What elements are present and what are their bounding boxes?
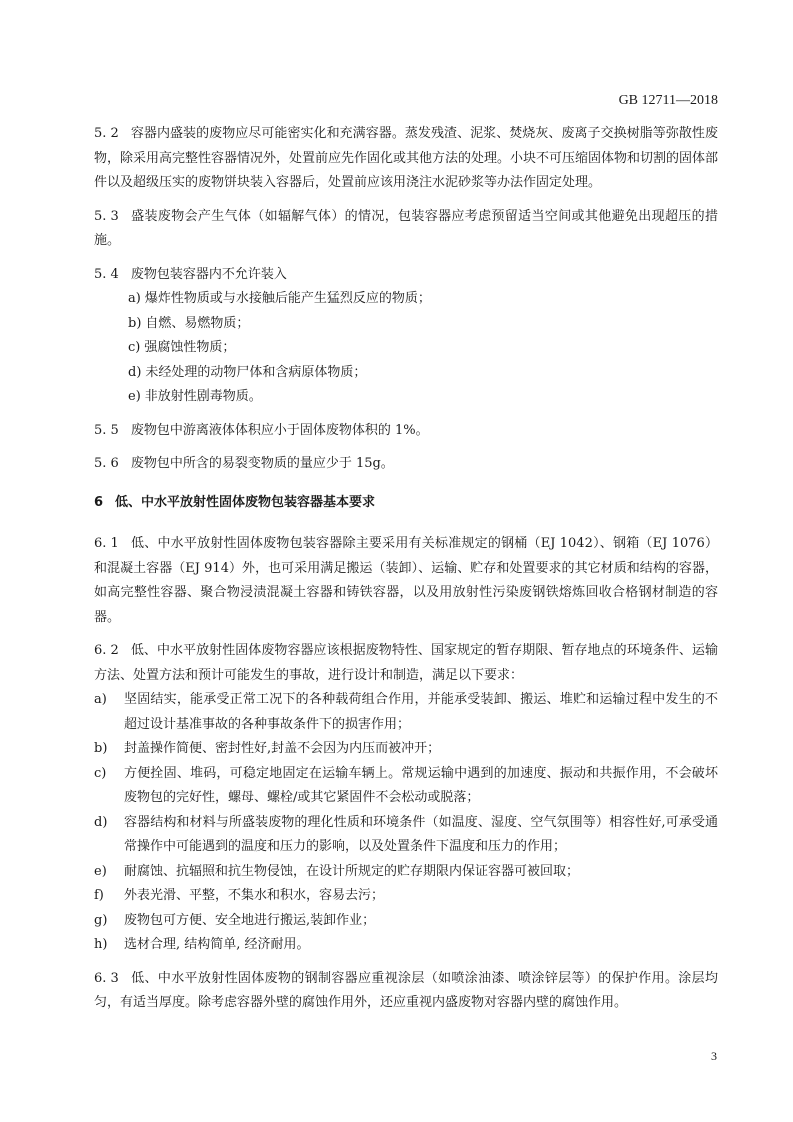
clause-text: 低、中水平放射性固体废物的钢制容器应重视涂层（如喷涂油漆、喷涂锌层等）的保护作用。涂层均匀，有适当厚度。除考虑容器外壁的腐蚀作用外，还应重视内盛废物对容器内壁的腐蚀作用。 [94,970,718,1010]
list-item [94,312,718,337]
item-text: 坚固结实，能承受正常工况下的各种载荷组合作用，并能承受装卸、搬运、堆贮和运输过程中发生的不超过设计基准事故的各种事故条件下的损害作用； [124,692,718,732]
item-marker: g) [94,912,108,928]
clause-6-1 [94,532,718,630]
list-item [94,884,718,909]
clause-text: 废物包装容器内不允许装入 [130,266,287,282]
item-marker: e) [94,863,107,879]
clause-5-4 [94,263,718,410]
list-item [94,762,718,811]
clause-text: 盛装废物会产生气体（如辐解气体）的情况，包装容器应考虑预留适当空间或其他避免出现超压的措施。 [94,208,718,248]
clause-text: 废物包中游离液体体积应小于固体废物体积的 1%。 [130,422,429,438]
clause-heading [94,263,718,288]
standard-number: GB 12711—2018 [618,93,718,108]
item-marker: c) [94,765,107,781]
clause-6-3 [94,967,718,1016]
clause-number: 6. 1 [94,536,119,551]
item-text: 非放射性剧毒物质。 [144,389,262,404]
item-marker: c) [128,340,141,355]
section-number: 6 [94,494,104,510]
clause-5-2 [94,122,718,196]
clause-number: 6. 3 [94,970,119,986]
item-text: 爆炸性物质或与水接触后能产生猛烈反应的物质； [144,291,431,306]
list-item [94,933,718,958]
clause-number: 6. 2 [94,643,119,658]
clause-heading [94,639,718,688]
item-marker: d) [94,814,108,830]
item-marker: b) [94,741,108,756]
list-item [94,811,718,860]
clause-number: 5. 5 [94,422,119,438]
list-item [94,909,718,934]
item-text: 容器结构和材料与所盛装废物的理化性质和环境条件（如温度、湿度、空气氛围等）相容性好,可承受通常操作中可能遇到的温度和压力的影响，以及处置条件下温度和压力的作用； [124,814,718,854]
section-6-heading [94,491,718,516]
list-item [94,737,718,762]
item-marker: a) [128,291,141,306]
document-body [94,122,718,1025]
clause-number: 5. 6 [94,456,119,471]
item-marker: e) [128,389,141,404]
clause-5-5 [94,419,718,444]
list-item [94,361,718,386]
clause-number: 5. 2 [94,126,119,141]
list-item [94,688,718,737]
item-text: 方便拴固、堆码，可稳定地固定在运输车辆上。常规运输中遇到的加速度、振动和共振作用，不会破坏废物包的完好性，螺母、螺栓/或其它紧固件不会松动或脱落； [124,765,718,805]
item-text: 强腐蚀性物质； [144,340,236,355]
item-text: 选材合理, 结构简单, 经济耐用。 [124,937,310,952]
clause-6-2 [94,639,718,958]
item-marker: a) [94,692,107,707]
item-marker: d) [128,364,142,380]
item-text: 未经处理的动物尸体和含病原体物质； [145,364,367,380]
list-item [94,287,718,312]
clause-number: 5. 3 [94,208,119,224]
item-text: 封盖操作简便、密封性好,封盖不会因为内压而被冲开； [124,741,441,756]
item-text: 耐腐蚀、抗辐照和抗生物侵蚀，在设计所规定的贮存期限内保证容器可被回取； [124,863,580,879]
item-marker: f) [94,888,104,903]
item-text: 自燃、易燃物质； [145,315,250,331]
clause-5-3 [94,205,718,254]
item-marker: b) [128,315,142,331]
clause-text: 容器内盛装的废物应尽可能密实化和充满容器。蒸发残渣、泥浆、焚烧灰、废离子交换树脂等弥散性废物，除采用高完整性容器情况外，处置前应先作固化或其他方法的处理。小块不可压缩固体物和切割的固体部件以及超级压实的废物饼块装入容器后，处置前应该用浇注水泥砂浆等办法作固定处理。 [94,126,719,190]
list-item [94,860,718,885]
item-text: 废物包可方便、安全地进行搬运,装卸作业； [124,912,376,928]
list-item [94,385,718,410]
clause-text: 废物包中所含的易裂变物质的量应少于 15g。 [130,456,394,471]
clause-text: 低、中水平放射性固体废物包装容器除主要采用有关标准规定的钢桶（EJ 1042）、钢箱（EJ 1076）和混凝土容器（EJ 914）外，也可采用满足搬运（装卸）、运输、贮存和处置要求的其它材质和结构的容器，如高完整性容器、聚合物浸渍混凝土容器和铸铁容器，以及用放射性污染废钢铁熔炼回收合格钢材制造的容器。 [94,536,718,625]
item-text: 外表光滑、平整，不集水和积水，容易去污； [124,888,385,903]
section-title: 低、中水平放射性固体废物包装容器基本要求 [115,494,376,510]
item-marker: h) [94,937,108,952]
list-item [94,336,718,361]
clause-5-6 [94,452,718,477]
clause-number: 5. 4 [94,266,119,282]
page-number: 3 [711,1049,717,1063]
clause-text: 低、中水平放射性固体废物容器应该根据废物特性、国家规定的暂存期限、暂存地点的环境条件、运输方法、处置方法和预计可能发生的事故，进行设计和制造，满足以下要求： [94,643,718,683]
